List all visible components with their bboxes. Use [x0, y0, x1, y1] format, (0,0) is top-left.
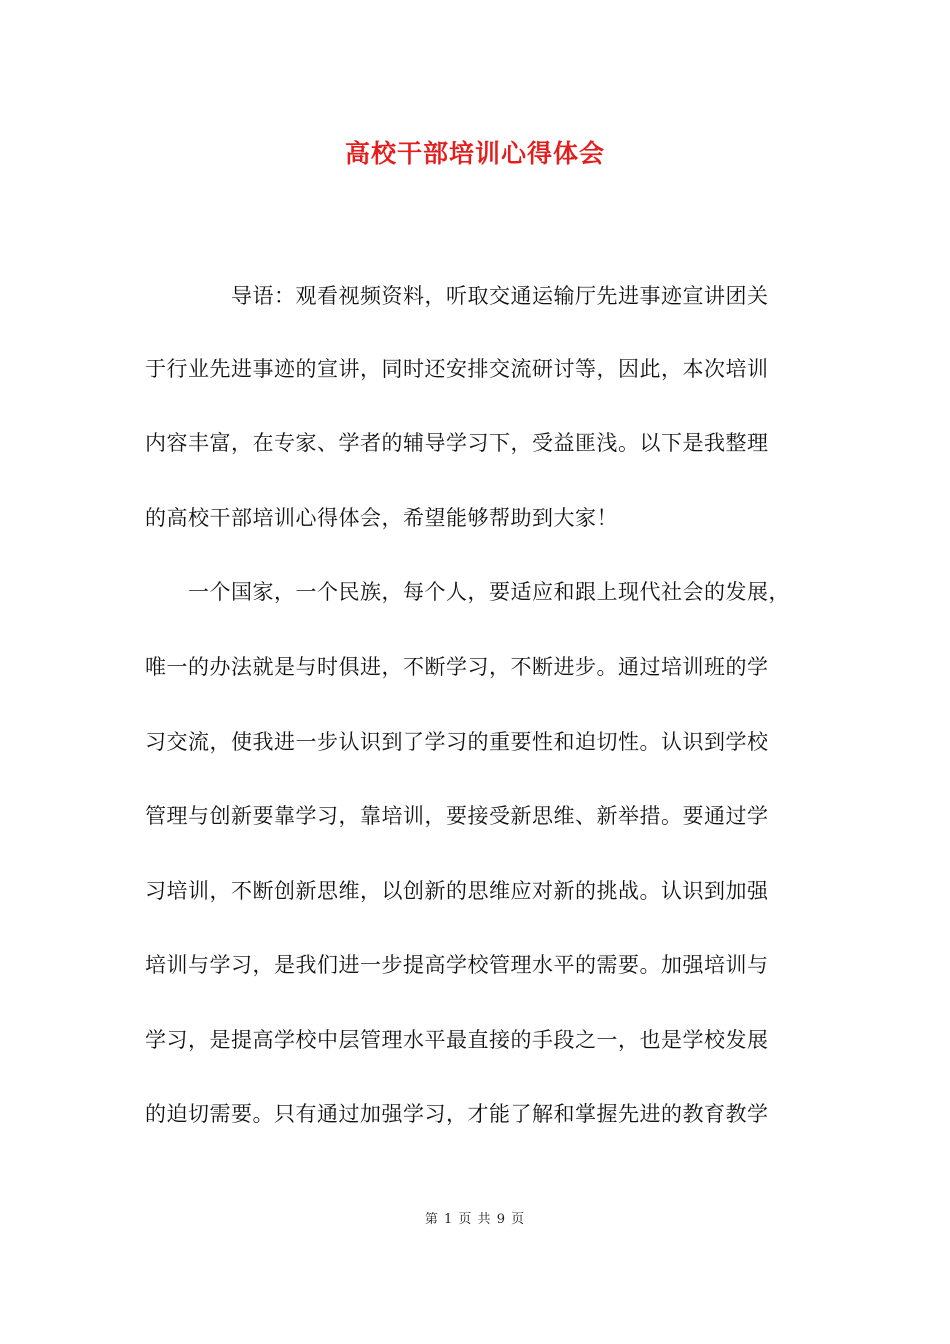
body-line-9: 习培训，不断创新思维，以创新的思维应对新的挑战。认识到加强	[145, 879, 769, 903]
body-line-4: 的高校干部培训心得体会，希望能够帮助到大家！	[145, 506, 618, 530]
document-title: 高校干部培训心得体会	[344, 139, 605, 168]
page-number-footer: 第 1 页 共 9 页	[424, 1212, 526, 1227]
body-line-7: 习交流，使我进一步认识到了学习的重要性和迫切性。认识到学校	[145, 730, 769, 754]
body-line-1: 导语：观看视频资料，听取交通运输厅先进事迹宣讲团关	[145, 284, 769, 308]
body-line-10: 培训与学习，是我们进一步提高学校管理水平的需要。加强培训与	[145, 953, 769, 977]
body-line-3: 内容丰富，在专家、学者的辅导学习下，受益匪浅。以下是我整理	[145, 431, 769, 455]
body-line-12: 的迫切需要。只有通过加强学习，才能了解和掌握先进的教育教学	[145, 1102, 769, 1126]
body-line-11: 学习，是提高学校中层管理水平最直接的手段之一，也是学校发展	[145, 1028, 769, 1052]
body-line-5: 一个国家，一个民族，每个人，要适应和跟上现代社会的发展，	[145, 580, 790, 604]
body-line-2: 于行业先进事迹的宣讲，同时还安排交流研讨等，因此，本次培训	[145, 357, 769, 381]
body-line-8: 管理与创新要靠学习，靠培训，要接受新思维、新举措。要通过学	[145, 804, 769, 828]
body-line-6: 唯一的办法就是与时俱进，不断学习，不断进步。通过培训班的学	[145, 655, 769, 679]
